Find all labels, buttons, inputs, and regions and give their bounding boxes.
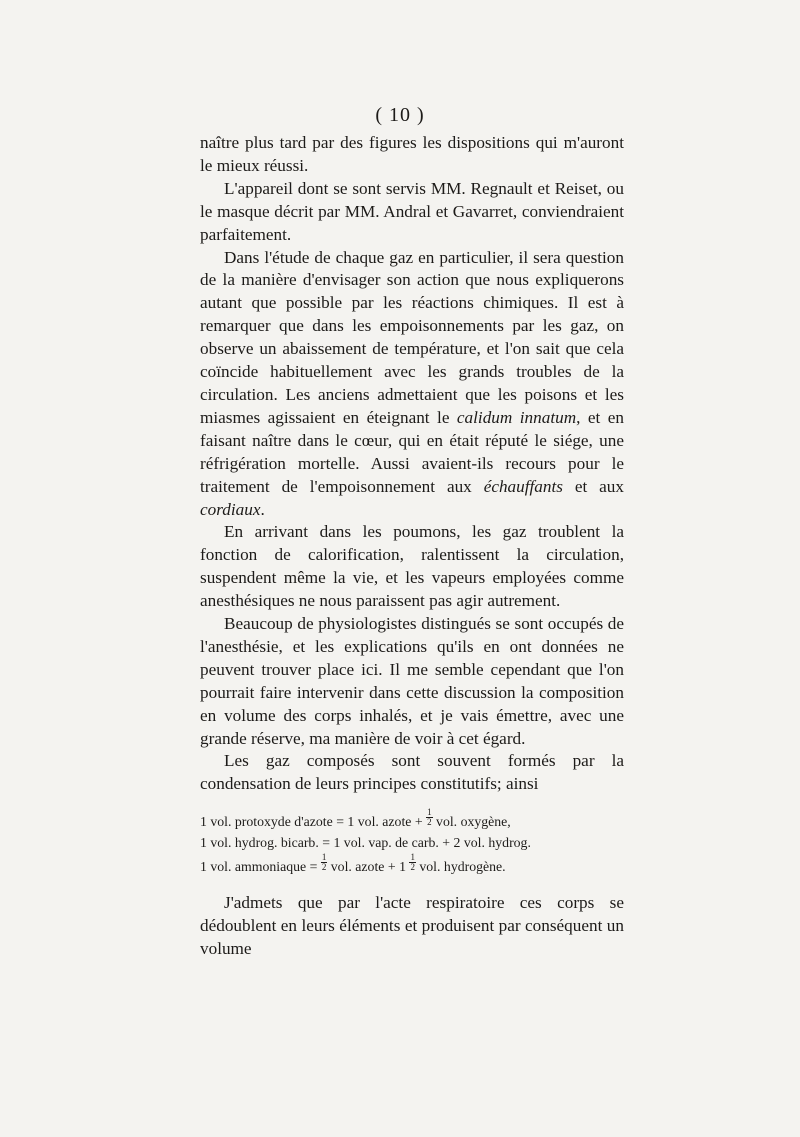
body-text [200, 132, 624, 961]
paragraph-continued: naître plus tard par des figures les dispositions qui m'auront le mieux réussi. [200, 133, 624, 175]
paragraph-text: , et en faisant naître dans le cœur, qui en était réputé le siége, une réfrigération mortelle. Aussi avaient-ils recours pour le traitement de l'empoisonnement aux [200, 407, 624, 496]
paragraph-text: Dans l'étude de chaque gaz en particulier, il sera question de la manière d'envisager son action que nous expliquerons autant que possible par les réactions chimiques. Il est à remarquer que dans les empoisonnements par les gaz, on observe un abaissement de température, et l'on sait que cela coïncide habituellement avec les grands troubles de la circulation. Les anciens admettaient que les poisons et les miasmes agissaient en éteignant le [200, 247, 624, 427]
equation-text: 1 vol. ammoniaque = [200, 859, 321, 875]
equation-text: vol. oxygène, [432, 814, 511, 830]
paragraph-lungs: En arrivant dans les poumons, les gaz troublent la fonction de calorification, ralentissent la circulation, suspendent même la vie, et les vapeurs employées comme anesthésiques ne nous paraissent pas agir autrement. [200, 522, 624, 611]
paragraph-respiration: J'admets que par l'acte respiratoire ces corps se dédoublent en leurs éléments et produisent par conséquent un volume [200, 892, 624, 958]
paragraph-compound-gases: Les gaz composés sont souvent formés par la condensation de leurs principes constitutifs; ainsi [200, 751, 624, 794]
paragraph-physiologists: Beaucoup de physiologistes distingués se sont occupés de l'anesthésie, et les explications qu'ils en ont données ne peuvent trouver place ici. Il me semble cependant que l'on pourrait faire intervenir dans cette discussion la composition en volume des corps inhalés, et je vais émettre, avec une grande réserve, ma manière de voir à cet égard. [200, 614, 624, 748]
fraction-numerator: 1 [410, 852, 415, 863]
fraction-denominator: 2 [427, 817, 432, 828]
fraction-denominator: 2 [321, 862, 327, 873]
fraction-denominator: 2 [410, 862, 415, 873]
equation-ammoniaque [200, 853, 624, 878]
equation-protoxyde [200, 808, 624, 833]
italic-term-calidum: calidum innatum [456, 407, 577, 427]
fraction-numerator: 1 [321, 852, 327, 863]
fraction-numerator: 1 [427, 807, 432, 818]
italic-term-cordiaux: cordiaux [200, 499, 261, 519]
paragraph-text: et aux [562, 476, 624, 496]
equation-list [200, 808, 624, 878]
page-number: ( 10 ) [375, 104, 425, 126]
equation-text: vol. azote + 1 [327, 859, 410, 875]
paragraph-apparatus: L'appareil dont se sont servis MM. Regnault et Reiset, ou le masque décrit par MM. Andral et Gavarret, conviendraient parfaitement. [200, 178, 624, 244]
italic-term-echauffants: échauffants [483, 476, 563, 496]
paragraph-gas-study [200, 247, 624, 522]
equation-text: 1 vol. protoxyde d'azote = 1 vol. azote + [200, 814, 427, 830]
equation-text: vol. hydrogène. [415, 859, 506, 875]
equation-hydrog-bicarb: 1 vol. hydrog. bicarb. = 1 vol. vap. de carb. + 2 vol. hydrog. [200, 834, 531, 850]
paragraph-text: . [260, 499, 265, 519]
